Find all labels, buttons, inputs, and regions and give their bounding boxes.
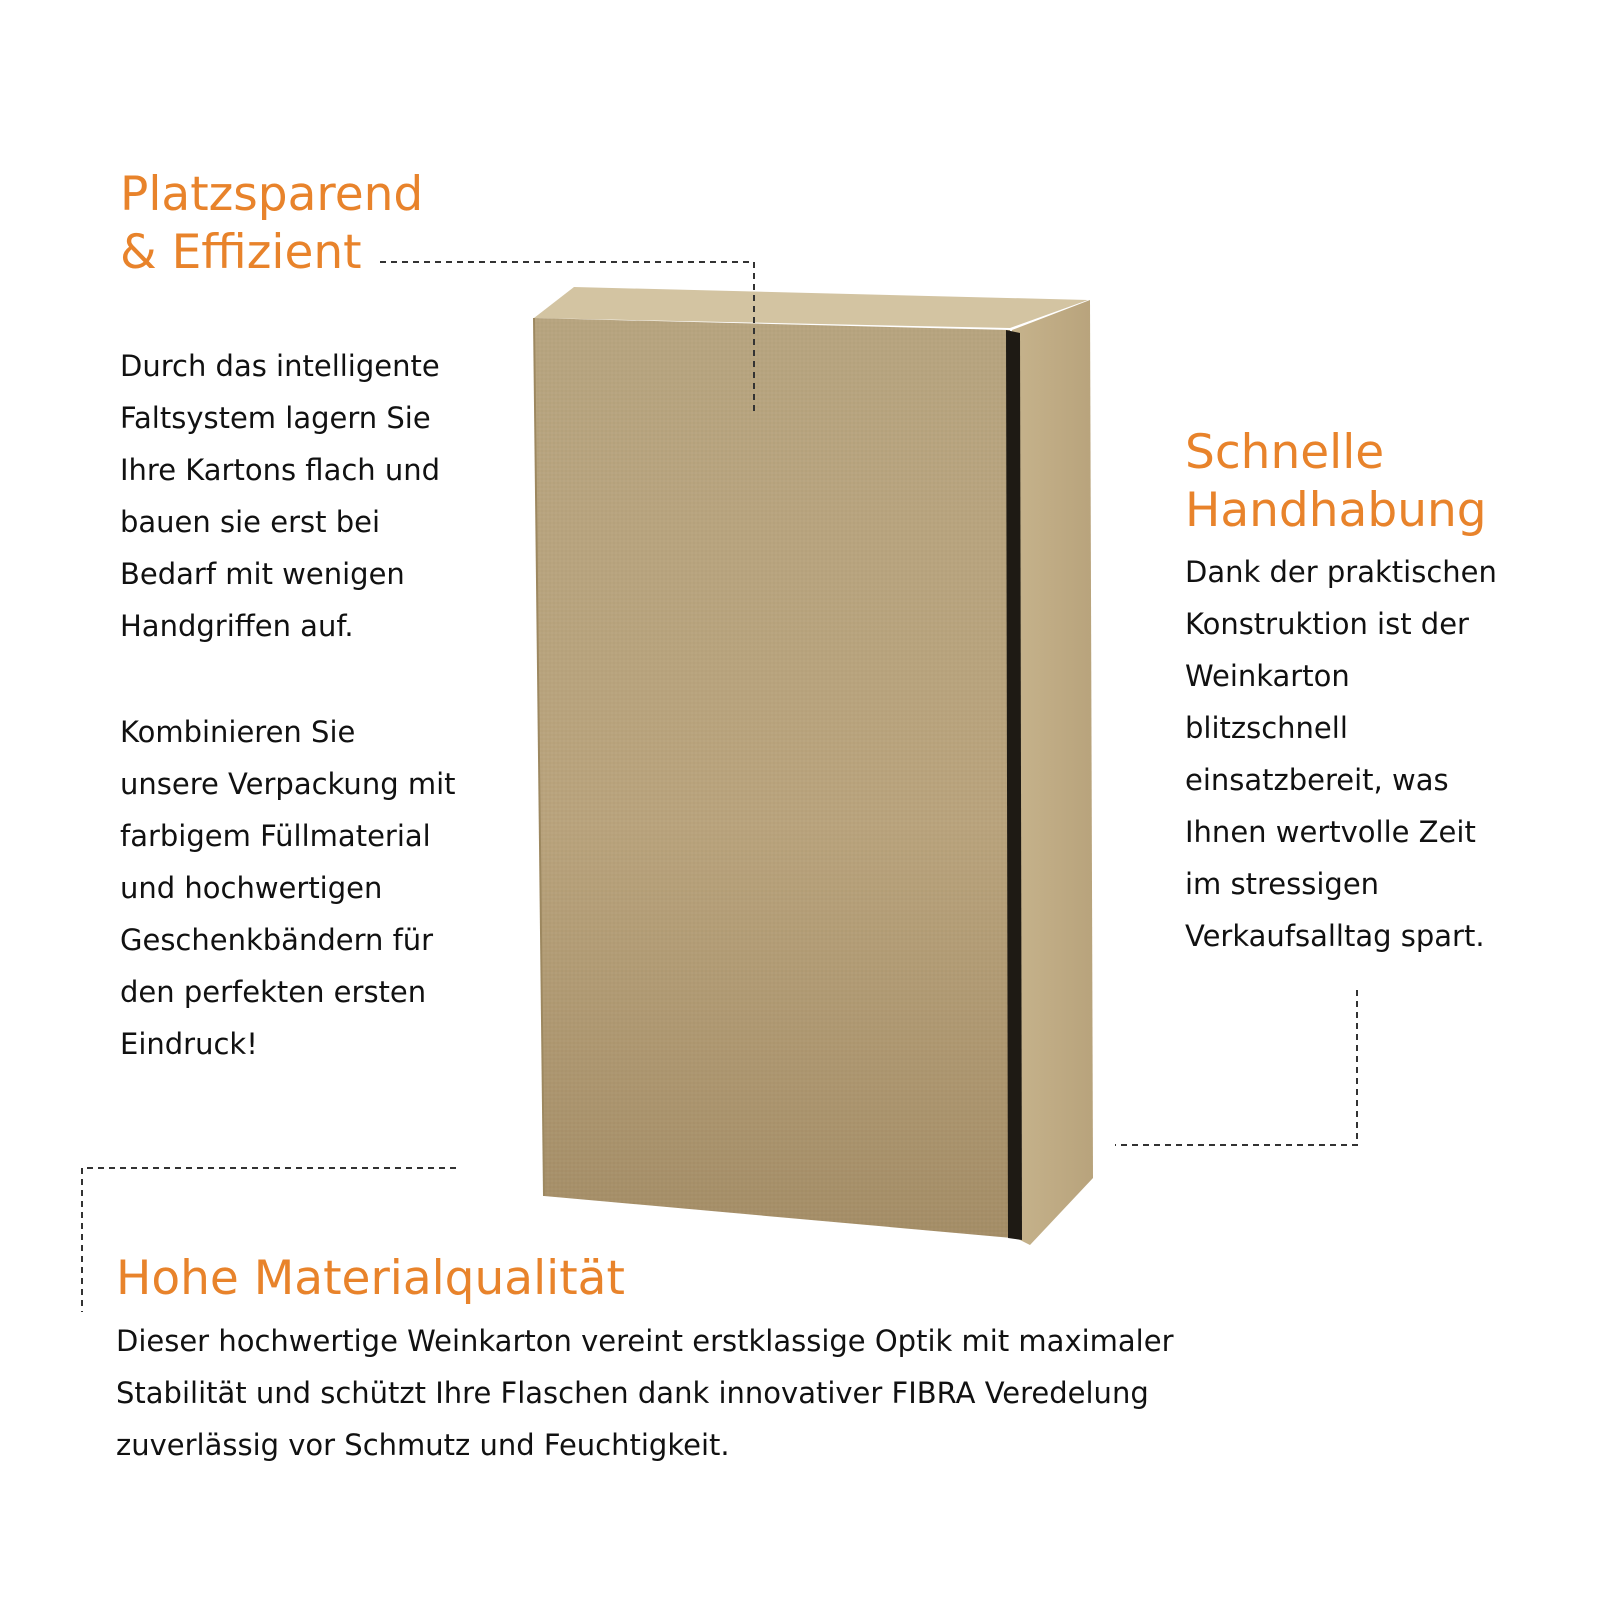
text-line: Stabilität und schützt Ihre Flaschen dank innovativer FIBRA Veredelung [116,1376,1149,1410]
box-top [534,287,1088,328]
text-line: farbigem Füllmaterial [120,819,431,853]
heading-quick-handling [1185,424,1487,540]
text-line: unsere Verpackung mit [120,767,456,801]
text-line: Dieser hochwertige Weinkarton vereint erstklassige Optik mit maximaler [116,1324,1174,1358]
text-line: Ihre Kartons flach und [120,453,441,487]
text-line: Konstruktion ist der [1185,607,1469,641]
text-line: Durch das intelligente [120,349,440,383]
paragraph-quick-handling [1185,546,1497,962]
text-line: Bedarf mit wenigen [120,557,405,591]
text-line: bauen sie erst bei [120,505,380,539]
text-line: Verkaufsalltag spart. [1185,919,1485,953]
box-side-panel [1012,300,1093,1245]
text-line: Faltsystem lagern Sie [120,401,431,435]
text-line: Handgriffen auf. [120,609,354,643]
text-line: Kombinieren Sie [120,715,356,749]
heading-line: Handhabung [1185,483,1487,538]
text-line: blitzschnell [1185,711,1348,745]
heading-line: Platzsparend [120,167,424,222]
text-line: und hochwertigen [120,871,383,905]
connector-right [1115,990,1357,1145]
text-line: Ihnen wertvolle Zeit [1185,815,1476,849]
paragraph-material-quality [116,1315,1174,1471]
wine-box-image [534,287,1093,1245]
paragraph-folding-system [120,340,440,652]
text-line: Weinkarton [1185,659,1350,693]
text-line: einsatzbereit, was [1185,763,1449,797]
heading-material-quality: Hohe Materialqualität [116,1251,625,1306]
text-line: im stressigen [1185,867,1380,901]
text-line: Geschenkbändern für [120,923,434,957]
box-front [534,318,1012,1238]
text-line: Eindruck! [120,1027,258,1061]
heading-line: & Effizient [120,225,362,280]
box-gap [1006,330,1022,1240]
heading-space-saving [120,166,423,282]
text-line: den perfekten ersten [120,975,427,1009]
text-line: Dank der praktischen [1185,555,1497,589]
paragraph-combine [120,706,456,1070]
text-line: zuverlässig vor Schmutz und Feuchtigkeit. [116,1428,730,1462]
heading-line: Schnelle [1185,425,1385,480]
